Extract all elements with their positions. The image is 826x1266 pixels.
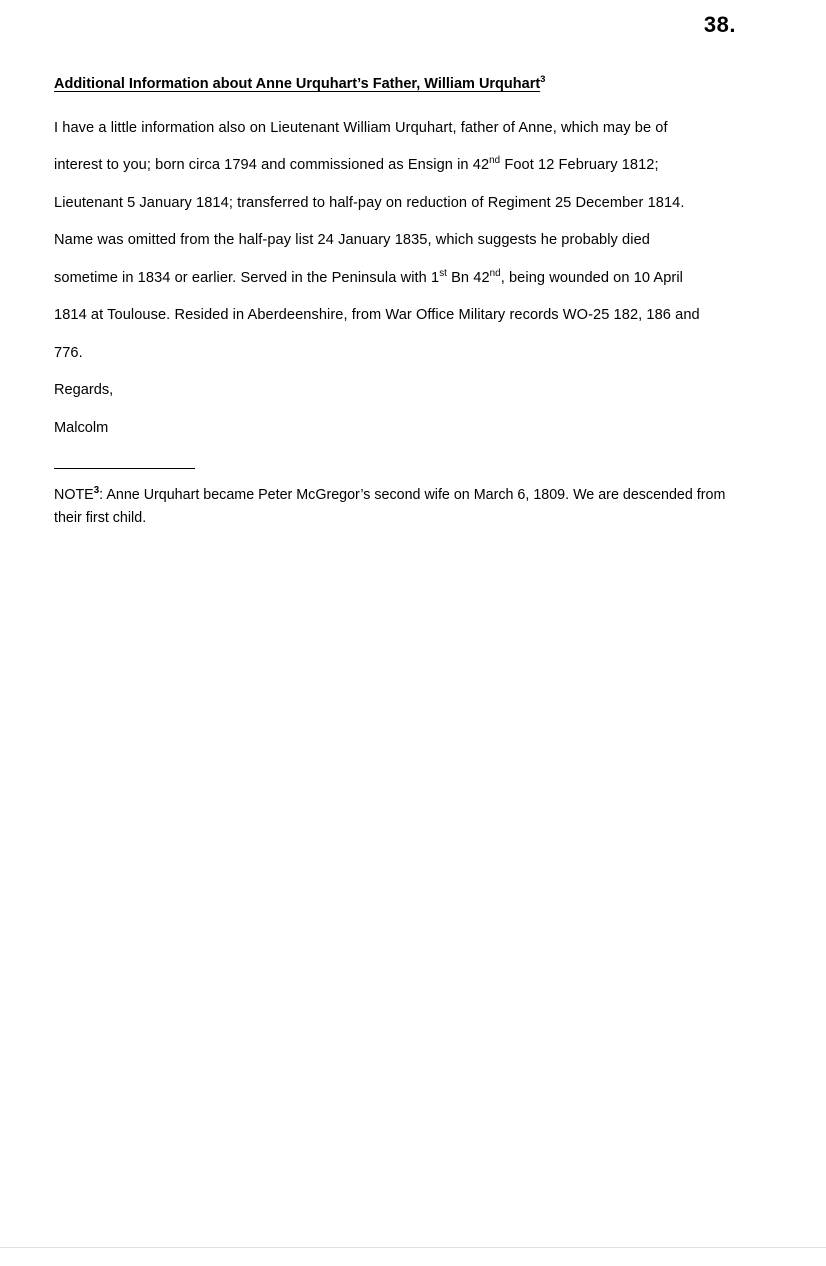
paragraph-segment-1: I have a little information also on Lieutenant William Urquhart, father of Anne, which may be of interest to you; born circa 1794 and commissioned as Ensign in 42 — [54, 119, 668, 174]
section-heading-text: Additional Information about Anne Urquhart’s Father, William Urquhart — [54, 75, 541, 92]
footnote-separator — [54, 468, 195, 469]
ordinal-suffix-1: nd — [489, 155, 501, 167]
footnote — [54, 484, 744, 530]
paragraph-segment-2: Foot 12 February 1812; Lieutenant 5 January 1814; transferred to half-pay on reduction of Regiment 25 December 1814. Name was omitted from the half-pay list 24 January 1835, which suggests he probably died sometime in 1834 or earlier. Served in the Peninsula with 1 — [54, 157, 685, 286]
document-body — [54, 74, 734, 447]
paragraph-segment-4: , being wounded on 10 April 1814 at Toulouse. Resided in Aberdeenshire, from War Office Military records WO-25 182, 186 and 776. — [54, 269, 700, 361]
footnote-label: NOTE — [54, 487, 94, 503]
footnote-marker: 3 — [93, 485, 100, 497]
ordinal-suffix-3: nd — [489, 267, 501, 279]
signoff-closing: Regards, — [54, 382, 114, 399]
signoff-name: Malcolm — [54, 419, 109, 436]
section-heading — [54, 74, 734, 92]
ordinal-suffix-2: st — [439, 267, 447, 279]
page-number: 38. — [703, 12, 736, 37]
page-footer-divider — [0, 1247, 826, 1248]
body-paragraph — [54, 110, 714, 373]
footnote-text: : Anne Urquhart became Peter McGregor’s second wife on March 6, 1809. We are descended from their first child. — [54, 487, 726, 526]
heading-footnote-marker: 3 — [540, 74, 546, 85]
paragraph-segment-3: Bn 42 — [446, 269, 490, 286]
